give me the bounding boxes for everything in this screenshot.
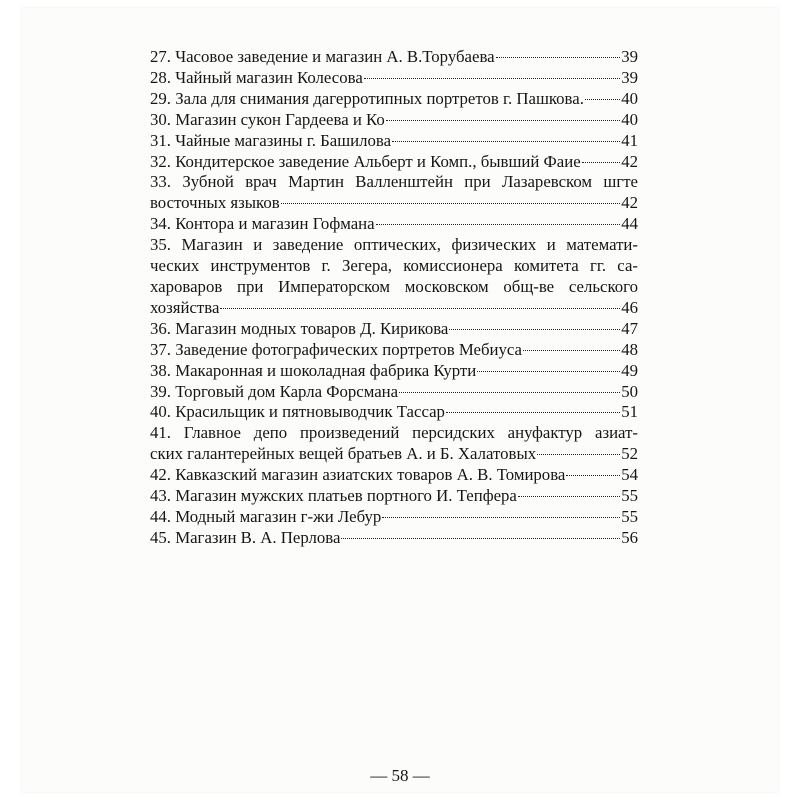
entry-number: 27. [150, 47, 171, 66]
toc-entry [150, 319, 638, 340]
entry-page-number: 54 [621, 465, 638, 485]
entry-title-text: Красильщик и пятновыводчик Тассар [175, 402, 445, 422]
entry-number: 38. [150, 360, 171, 380]
toc-entry [150, 486, 638, 507]
entry-title-text: Модный магазин г-жи Лебур [175, 506, 382, 526]
toc-entry [150, 89, 638, 110]
entry-number: 30. [150, 109, 171, 129]
entry-title-text: ских галантерейных вещей братьев А. и Б. Халатовых [150, 444, 537, 464]
entry-page-number: 42 [621, 151, 638, 171]
dot-leader [399, 392, 620, 393]
toc-entry [150, 465, 638, 486]
dot-leader [523, 350, 620, 351]
entry-title-text: Зала для снимания дагерротипных портретов г. Пашкова. [175, 88, 584, 108]
toc-entry [150, 68, 638, 89]
dot-leader [496, 57, 621, 58]
entry-page-number: 56 [621, 527, 638, 547]
toc-entry [150, 528, 638, 549]
dot-leader [382, 517, 620, 518]
entry-title-line [150, 235, 638, 256]
toc-entry [150, 152, 638, 173]
dot-leader [220, 308, 620, 309]
entry-title-text: Магазин мужских платьев портного И. Тепфера [175, 486, 517, 506]
entry-page-number: 52 [621, 444, 638, 464]
entry-title-text: Магазин модных товаров Д. Кирикова [175, 318, 449, 338]
entry-page-number: 42 [621, 193, 638, 213]
entry-number: 28. [150, 67, 171, 87]
entry-title-text: Макаронная и шоколадная фабрика Курти [175, 360, 477, 380]
entry-number: 36. [150, 318, 171, 338]
entry-page-number: 40 [621, 88, 638, 108]
entry-page-number: 48 [621, 339, 638, 359]
entry-number: 35. [150, 235, 171, 255]
entry-title-line [150, 277, 638, 298]
entry-number: 34. [150, 214, 171, 234]
toc-entry [150, 172, 638, 214]
entry-page-number: 47 [621, 318, 638, 338]
entry-number: 39. [150, 381, 171, 401]
entry-number: 43. [150, 486, 171, 506]
toc-entry [150, 507, 638, 528]
dot-leader [582, 162, 621, 163]
entry-title-line [150, 172, 638, 193]
entry-title-line [150, 256, 638, 277]
page-number: — 58 — [370, 766, 430, 785]
dot-leader [585, 99, 620, 100]
entry-page-number: 55 [621, 486, 638, 506]
table-of-contents [150, 47, 638, 549]
entry-title-text: Кавказский магазин азиатских товаров А. В. Томирова [175, 465, 566, 485]
toc-entry [150, 382, 638, 403]
entry-title-text: Торговый дом Карла Форсмана [175, 381, 399, 401]
entry-number: 42. [150, 465, 171, 485]
dot-leader [376, 224, 621, 225]
toc-entry [150, 235, 638, 319]
entry-title-text: Контора и магазин Гофмана [175, 214, 375, 234]
entry-title-text: Чайный магазин Колесова [175, 67, 363, 87]
toc-entry [150, 131, 638, 152]
entry-page-number: 39 [621, 67, 638, 87]
dot-leader [392, 141, 620, 142]
entry-title-text: хозяйства [150, 297, 220, 317]
entry-title-text: ческих инструментов г. Зегера, комиссионера комитета гг. са- [150, 256, 638, 276]
entry-page-number: 51 [621, 402, 638, 422]
entry-title-text: хароваров при Императорском московском общ-ве сельского [150, 276, 638, 296]
entry-title-text: Магазин и заведение оптических, физических и математи- [181, 235, 638, 255]
toc-entry [150, 423, 638, 465]
entry-number: 33. [150, 172, 171, 192]
dot-leader [566, 475, 620, 476]
entry-title-text: Главное депо произведений персидских ануфактур азиат- [183, 423, 638, 443]
entry-number: 40. [150, 402, 171, 422]
entry-title-text: Магазин В. А. Перлова [175, 527, 341, 547]
entry-title-text: Зубной врач Мартин Валленштейн при Лазаревском шгте [182, 172, 638, 192]
entry-title-text: Заведение фотографических портретов Мебиуса [175, 339, 522, 359]
entry-title-text: Часовое заведение и магазин А. В.Торубаева [175, 47, 495, 66]
dot-leader [446, 412, 620, 413]
dot-leader [386, 120, 620, 121]
toc-entry [150, 47, 638, 68]
dot-leader [281, 203, 621, 204]
entry-page-number: 40 [621, 109, 638, 129]
entry-number: 41. [150, 423, 171, 443]
dot-leader [537, 454, 620, 455]
toc-entry [150, 214, 638, 235]
entry-number: 45. [150, 527, 171, 547]
dot-leader [477, 371, 620, 372]
entry-page-number: 41 [621, 130, 638, 150]
dot-leader [341, 538, 620, 539]
entry-number: 37. [150, 339, 171, 359]
entry-number: 29. [150, 88, 171, 108]
entry-page-number: 39 [621, 47, 638, 66]
entry-page-number: 44 [621, 214, 638, 234]
entry-page-number: 46 [621, 297, 638, 317]
entry-number: 31. [150, 130, 171, 150]
dot-leader [449, 329, 620, 330]
entry-page-number: 49 [621, 360, 638, 380]
entry-page-number: 50 [621, 381, 638, 401]
dot-leader [518, 496, 620, 497]
toc-entry [150, 402, 638, 423]
toc-entry [150, 361, 638, 382]
entry-title-line [150, 423, 638, 444]
toc-entry [150, 340, 638, 361]
entry-title-text: Магазин сукон Гардеева и Ко [175, 109, 385, 129]
toc-entry [150, 110, 638, 131]
entry-number: 32. [150, 151, 171, 171]
entry-title-text: Кондитерское заведение Альберт и Комп., бывший Фаие [175, 151, 581, 171]
entry-title-text: восточных языков [150, 193, 280, 213]
entry-number: 44. [150, 506, 171, 526]
entry-title-text: Чайные магазины г. Башилова [175, 130, 392, 150]
dot-leader [364, 78, 620, 79]
entry-page-number: 55 [621, 506, 638, 526]
